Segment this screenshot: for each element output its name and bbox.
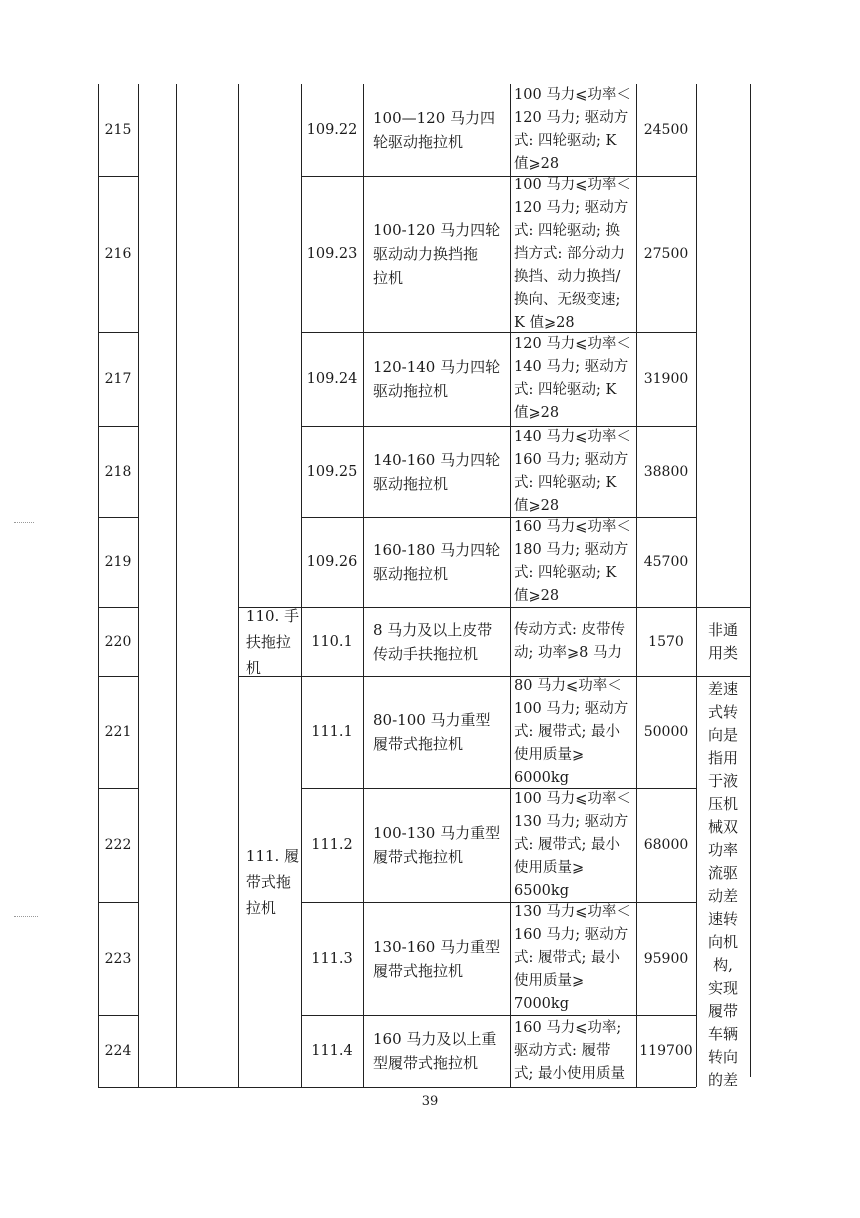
row-item-name: 100-120 马力四轮 驱动动力换挡拖 拉机 (373, 221, 501, 287)
row-item-name: 100—120 马力四 轮驱动拖拉机 (373, 109, 496, 151)
row-item-name: 100-130 马力重型 履带式拖拉机 (373, 824, 501, 866)
row-item-name: 140-160 马力四轮 驱动拖拉机 (373, 450, 501, 493)
row-spec: 160 马力⩽功率; 驱动方式: 履带 式; 最小使用质量 (514, 1019, 625, 1082)
row-spec: 120 马力⩽功率＜ 140 马力; 驱动方 式: 四轮驱动; K 值⩾28 (514, 336, 631, 421)
note-crawler-steering: 差速 式转 向是 指用 于液 压机 械双 功率 流驱 动差 速转 向机 构, 实现 履带 车辆 转向 的差 (707, 680, 738, 1087)
row-seq-number: 220 (104, 633, 132, 650)
row-subsidy: 119700 (639, 1043, 693, 1059)
row-item-name: 80-100 马力重型 履带式拖拉机 (373, 711, 491, 753)
row-subsidy: 95900 (643, 950, 689, 967)
row-item-code: 111.1 (311, 724, 353, 740)
table-border (138, 84, 139, 1087)
subsidy-table (98, 84, 750, 1087)
row-subsidy: 50000 (643, 724, 689, 740)
row-spec: 100 马力⩽功率＜ 130 马力; 驱动方 式: 履带式; 最小 使用质量⩾ 6500kg (514, 790, 631, 899)
row-item-code: 111.3 (311, 950, 353, 967)
table-border (176, 1087, 696, 1088)
row-subsidy: 31900 (643, 371, 689, 387)
row-item-name: 120-140 马力四轮 驱动拖拉机 (373, 358, 501, 400)
table-border (98, 1087, 176, 1088)
row-item-code: 109.23 (306, 246, 358, 262)
row-seq-number: 224 (104, 1043, 132, 1059)
row-item-code: 109.25 (306, 463, 358, 480)
row-seq-number: 223 (104, 950, 132, 967)
row-seq-number: 215 (104, 122, 132, 138)
row-spec: 80 马力⩽功率＜ 100 马力; 驱动方 式: 履带式; 最小 使用质量⩾ 6000kg (514, 677, 629, 786)
row-spec: 140 马力⩽功率＜ 160 马力; 驱动方 式: 四轮驱动; K 值⩾28 (514, 428, 631, 514)
row-item-code: 110.1 (311, 633, 353, 650)
scan-mark (14, 522, 34, 523)
row-item-code: 111.4 (311, 1043, 353, 1059)
table-border (750, 84, 751, 1077)
row-subsidy: 24500 (643, 122, 689, 138)
scan-mark (14, 916, 38, 917)
row-item-name: 130-160 马力重型 履带式拖拉机 (373, 937, 501, 980)
row-spec: 160 马力⩽功率＜ 180 马力; 驱动方 式: 四轮驱动; K 值⩾28 (514, 519, 631, 604)
row-seq-number: 221 (104, 724, 132, 740)
subcategory-crawler-tractor: 111. 履 带式拖 拉机 (245, 846, 300, 917)
row-subsidy: 1570 (648, 633, 684, 650)
row-item-code: 109.24 (306, 371, 358, 387)
subcategory-hand-tractor: 110. 手 扶拖拉 机 (245, 606, 300, 677)
table-border (696, 676, 750, 677)
row-item-name: 160-180 马力四轮 驱动拖拉机 (373, 541, 501, 583)
row-subsidy: 38800 (643, 463, 689, 480)
row-subsidy: 27500 (643, 246, 689, 262)
row-seq-number: 222 (104, 837, 132, 853)
row-item-name: 160 马力及以上重 型履带式拖拉机 (373, 1030, 497, 1072)
note-row-220: 非通 用类 (707, 620, 738, 662)
row-spec: 100 马力⩽功率＜ 120 马力; 驱动方 式: 四轮驱动; K 值⩾28 (514, 87, 631, 172)
row-item-code: 111.2 (311, 837, 353, 853)
page-number: 39 (421, 1094, 439, 1109)
row-item-code: 109.26 (306, 554, 358, 570)
row-seq-number: 219 (104, 554, 132, 570)
row-spec: 传动方式: 皮带传 动; 功率⩾8 马力 (514, 621, 625, 661)
row-subsidy: 45700 (643, 554, 689, 570)
table-border (176, 84, 177, 1087)
row-seq-number: 216 (104, 246, 132, 262)
row-subsidy: 68000 (643, 837, 689, 853)
row-seq-number: 217 (104, 371, 132, 387)
row-item-name: 8 马力及以上皮带 传动手扶拖拉机 (373, 620, 493, 663)
row-seq-number: 218 (104, 463, 132, 480)
row-spec: 100 马力⩽功率＜ 120 马力; 驱动方 式: 四轮驱动; 换 挡方式: 部分动力 换挡、动力换挡/ 换向、无级变速; K 值⩾28 (514, 176, 631, 331)
row-item-code: 109.22 (306, 122, 358, 138)
row-spec: 130 马力⩽功率＜ 160 马力; 驱动方 式: 履带式; 最小 使用质量⩾ 7000kg (514, 904, 631, 1012)
